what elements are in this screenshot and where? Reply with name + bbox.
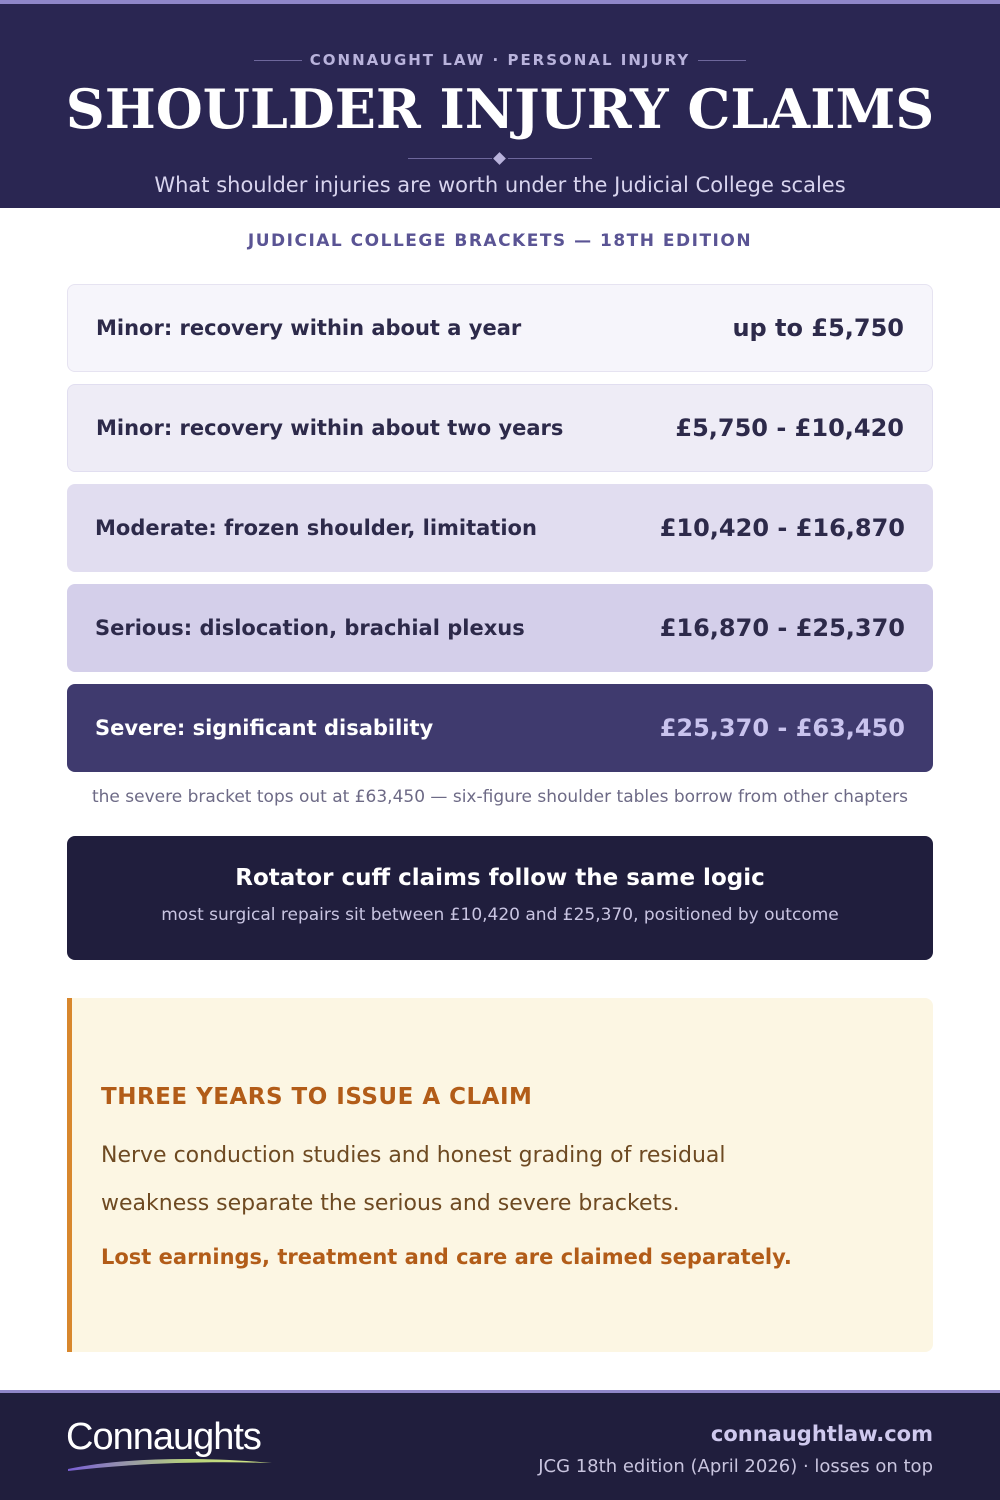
bracket-amount: up to £5,750 (732, 314, 904, 342)
bracket-label: Severe: significant disability (95, 716, 434, 740)
rotator-cuff-panel (67, 836, 933, 960)
page-title: SHOULDER INJURY CLAIMS (65, 77, 935, 141)
rotator-cuff-subtitle: most surgical repairs sit between £10,420 and £25,370, positioned by outcome (161, 905, 839, 925)
bracket-label: Minor: recovery within about a year (96, 316, 522, 340)
bracket-row-severe (67, 684, 933, 772)
bracket-row-serious (67, 584, 933, 672)
limitation-callout (67, 998, 933, 1352)
footer-website-link[interactable]: connaughtlaw.com (710, 1422, 933, 1446)
callout-emphasis: Lost earnings, treatment and care are claimed separately. (101, 1245, 792, 1269)
diamond-icon (493, 152, 506, 165)
eyebrow-rule-left (254, 60, 302, 61)
section-label: JUDICIAL COLLEGE BRACKETS — 18TH EDITION (247, 231, 753, 251)
eyebrow-text: CONNAUGHT LAW · PERSONAL INJURY (309, 51, 691, 69)
callout-title: THREE YEARS TO ISSUE A CLAIM (101, 1084, 533, 1110)
rotator-cuff-title: Rotator cuff claims follow the same logic (235, 865, 765, 891)
footer-meta: JCG 18th edition (April 2026) · losses on top (538, 1456, 933, 1477)
bracket-label: Serious: dislocation, brachial plexus (95, 616, 525, 640)
bracket-row-minor-year (67, 284, 933, 372)
page-footer (0, 1390, 1000, 1500)
callout-body: Nerve conduction studies and honest grading of residual weakness separate the serious and severe brackets. (101, 1143, 726, 1216)
title-divider (408, 158, 592, 160)
connaughts-logo: Connaughts (66, 1416, 261, 1458)
page-subtitle: What shoulder injuries are worth under the Judicial College scales (154, 173, 846, 197)
eyebrow-row (0, 48, 1000, 72)
bracket-row-moderate (67, 484, 933, 572)
bracket-amount: £25,370 - £63,450 (659, 714, 905, 742)
severe-bracket-note: the severe bracket tops out at £63,450 — six-figure shoulder tables borrow from other chapters (91, 787, 909, 807)
bracket-label: Moderate: frozen shoulder, limitation (95, 516, 537, 540)
logo-swoosh-icon (66, 1455, 276, 1475)
bracket-amount: £10,420 - £16,870 (659, 514, 905, 542)
bracket-row-minor-two-years (67, 384, 933, 472)
page-header (0, 0, 1000, 208)
bracket-amount: £5,750 - £10,420 (675, 414, 904, 442)
bracket-amount: £16,870 - £25,370 (659, 614, 905, 642)
eyebrow-rule-right (698, 60, 746, 61)
bracket-label: Minor: recovery within about two years (96, 416, 564, 440)
